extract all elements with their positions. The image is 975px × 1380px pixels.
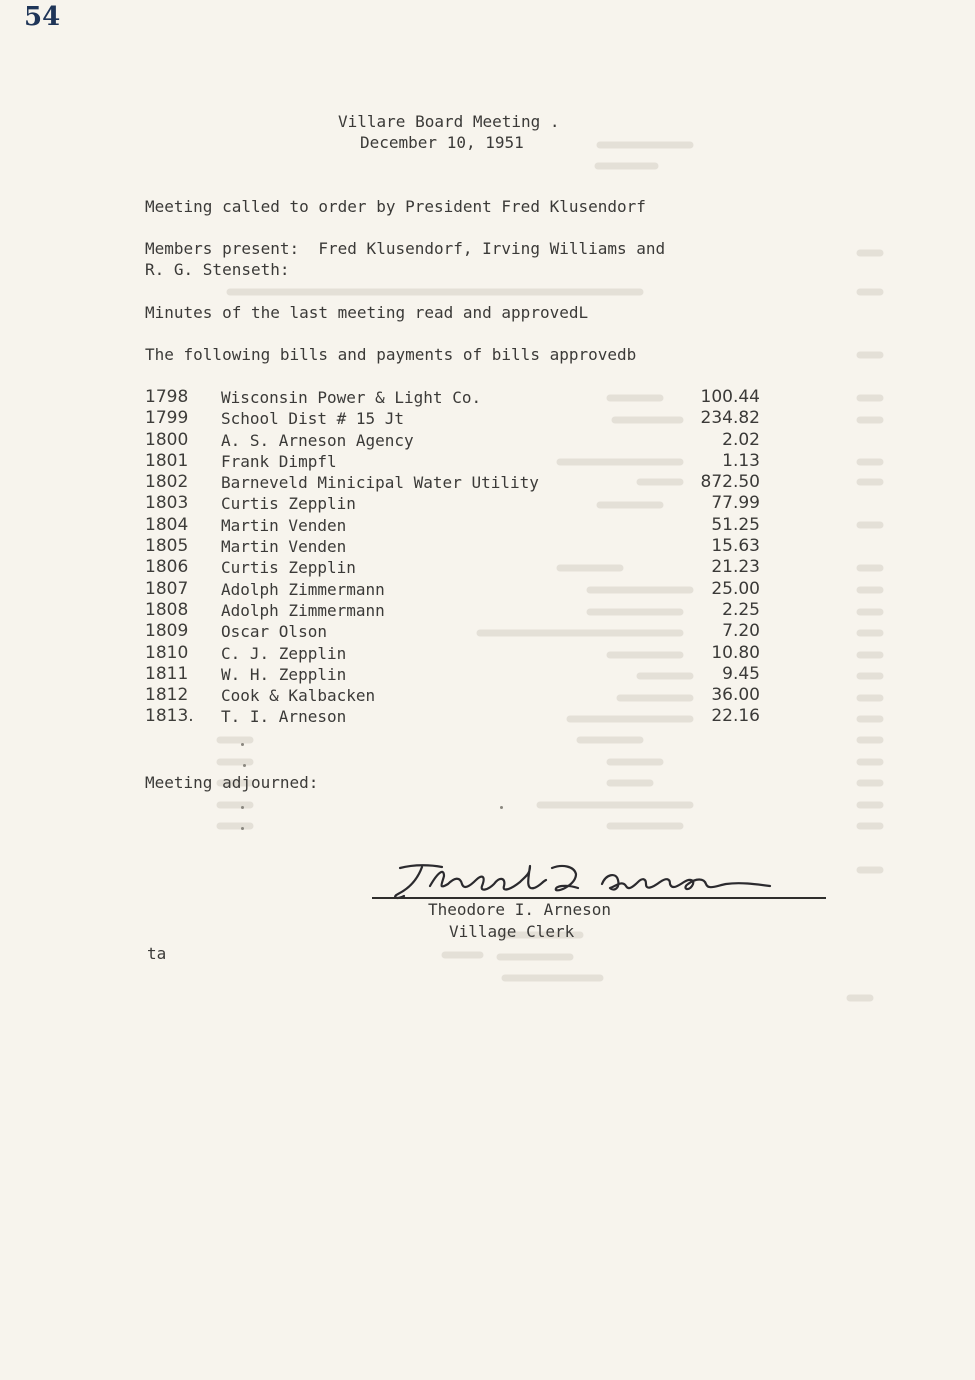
bill-amount: 234.82 — [700, 408, 760, 429]
bill-payee: Barneveld Minicipal Water Utility — [221, 473, 539, 493]
clerk-title: Village Clerk — [449, 922, 575, 941]
bill-number: 1802 — [145, 472, 189, 493]
bill-amount: 51.25 — [711, 514, 760, 535]
bills-list — [145, 387, 785, 728]
bill-number: 1809 — [145, 621, 189, 642]
bill-payee: Cook & Kalbacken — [221, 686, 376, 706]
bill-amount: 36.00 — [711, 685, 760, 706]
bill-payee: Martin Venden — [221, 537, 347, 557]
meeting-date: December 10, 1951 — [360, 133, 524, 152]
bill-payee: Martin Venden — [221, 515, 347, 535]
bill-row — [145, 706, 785, 727]
bill-payee: W. H. Zepplin — [221, 664, 347, 684]
bill-amount: 2.02 — [722, 429, 760, 450]
bill-amount: 10.80 — [711, 642, 760, 663]
bill-amount: 22.16 — [711, 706, 760, 727]
bill-row — [145, 451, 785, 472]
bill-payee: C. J. Zepplin — [221, 643, 347, 663]
bill-payee: Adolph Zimmermann — [221, 600, 385, 620]
bill-row — [145, 579, 785, 600]
bill-number: 1806 — [145, 557, 189, 578]
bill-amount: 2.25 — [722, 599, 760, 620]
bill-row — [145, 621, 785, 642]
bill-amount: 872.50 — [700, 472, 760, 493]
meeting-adjourned-text: Meeting adjourned: — [145, 773, 319, 792]
clerk-name: Theodore I. Arneson — [428, 900, 612, 919]
bill-row — [145, 515, 785, 536]
bill-row — [145, 472, 785, 493]
ink-speck — [500, 806, 503, 809]
bill-row — [145, 493, 785, 514]
bill-number: 1799 — [145, 408, 189, 429]
bill-row — [145, 664, 785, 685]
members-present-line-1: Members present: Fred Klusendorf, Irving Williams and — [145, 239, 666, 258]
bill-row — [145, 643, 785, 664]
bill-payee: Adolph Zimmermann — [221, 579, 385, 599]
bill-amount: 25.00 — [711, 578, 760, 599]
bill-number: 1801 — [145, 450, 189, 471]
bill-payee: Curtis Zepplin — [221, 494, 356, 514]
bill-number: 1804 — [145, 514, 189, 535]
bill-amount: 100.44 — [700, 387, 760, 407]
bill-payee: Oscar Olson — [221, 622, 327, 642]
bill-payee: Frank Dimpfl — [221, 451, 337, 471]
bill-row — [145, 536, 785, 557]
bill-number: 1813. — [145, 706, 194, 727]
bill-payee: Curtis Zepplin — [221, 558, 356, 578]
bill-number: 1803 — [145, 493, 189, 514]
bill-number: 1798 — [145, 387, 189, 407]
members-present-line-2: R. G. Stenseth: — [145, 260, 290, 279]
bill-number: 1811 — [145, 663, 189, 684]
bill-row — [145, 557, 785, 578]
bill-payee: A. S. Arneson Agency — [221, 430, 414, 450]
bill-row — [145, 430, 785, 451]
bill-number: 1812 — [145, 685, 189, 706]
bill-number: 1805 — [145, 536, 189, 557]
bill-amount: 15.63 — [711, 536, 760, 557]
bill-number: 1808 — [145, 599, 189, 620]
minutes-approved-text: Minutes of the last meeting read and approvedL — [145, 303, 589, 322]
meeting-title: Villare Board Meeting . — [338, 112, 560, 131]
bill-number: 1810 — [145, 642, 189, 663]
bill-row — [145, 408, 785, 429]
bill-amount: 7.20 — [722, 621, 760, 642]
ink-speck — [243, 764, 246, 767]
ink-speck — [241, 827, 244, 830]
bill-amount: 1.13 — [722, 450, 760, 471]
bill-payee: Wisconsin Power & Light Co. — [221, 388, 482, 407]
bill-amount: 9.45 — [722, 663, 760, 684]
bill-amount: 77.99 — [711, 493, 760, 514]
typist-initials: ta — [147, 944, 167, 963]
bill-number: 1807 — [145, 578, 189, 599]
meeting-header — [338, 111, 560, 153]
bill-payee: School Dist # 15 Jt — [221, 409, 405, 429]
called-to-order-text: Meeting called to order by President Fred Klusendorf — [145, 197, 646, 216]
bill-row — [145, 685, 785, 706]
page-number: 54 — [24, 2, 61, 32]
bill-payee: T. I. Arneson — [221, 707, 347, 727]
bills-intro-text: The following bills and payments of bills approvedb — [145, 345, 637, 364]
ink-speck — [241, 743, 244, 746]
bill-row — [145, 387, 785, 408]
bill-row — [145, 600, 785, 621]
ink-speck — [241, 806, 244, 809]
bill-amount: 21.23 — [711, 557, 760, 578]
bill-number: 1800 — [145, 429, 189, 450]
